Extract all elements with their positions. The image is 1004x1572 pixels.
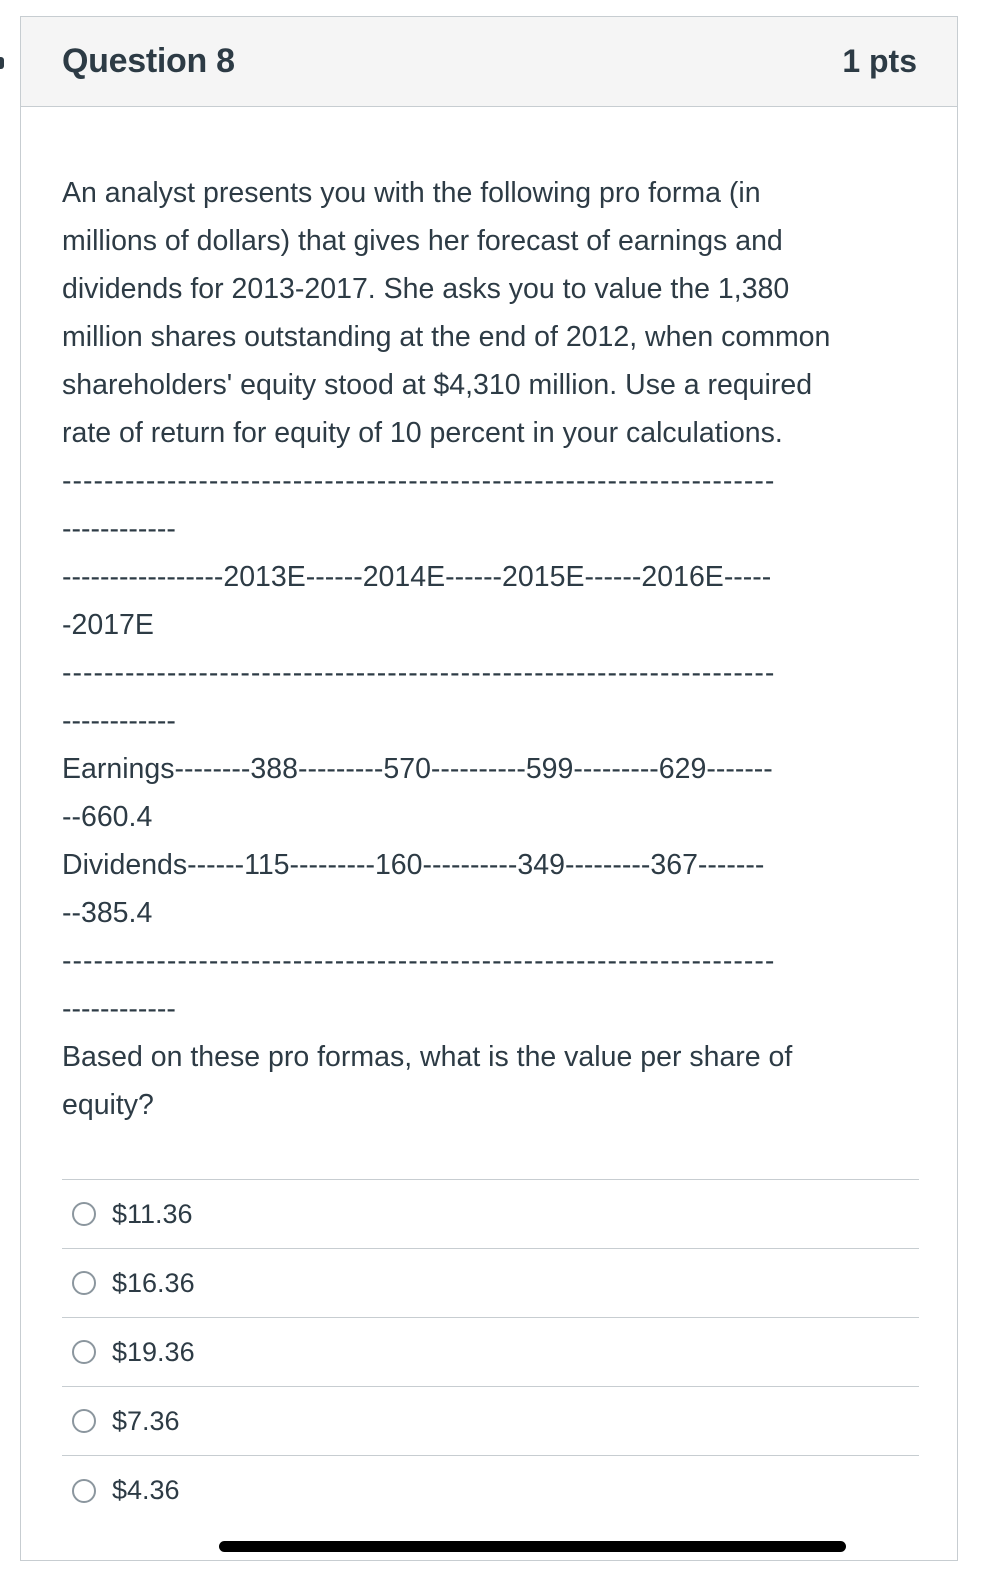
earnings-row: Earnings--------388---------570----------599---------629-------: [62, 753, 773, 785]
radio-button[interactable]: [72, 1409, 96, 1433]
answer-option[interactable]: [62, 1456, 919, 1525]
answer-label[interactable]: $7.36: [112, 1405, 180, 1436]
question-title: Question 8: [62, 42, 235, 80]
answer-option[interactable]: [62, 1180, 919, 1249]
earnings-row: --660.4: [62, 801, 153, 833]
dividends-row: Dividends------115---------160----------349---------367-------: [62, 849, 765, 881]
answer-option[interactable]: [62, 1249, 919, 1318]
paragraph-line: rate of return for equity of 10 percent in your calculations.: [62, 417, 783, 449]
paragraph-line: dividends for 2013-2017. She asks you to value the 1,380: [62, 273, 790, 305]
paragraph-line: million shares outstanding at the end of 2012, when common: [62, 321, 831, 353]
table-header-row: -----------------2013E------2014E------2015E------2016E-----: [62, 561, 772, 593]
question-points: 1 pts: [842, 43, 917, 79]
answer-list: [62, 1179, 919, 1525]
radio-button[interactable]: [72, 1202, 96, 1226]
prompt-line: Based on these pro formas, what is the value per share of: [62, 1041, 793, 1073]
dividends-row: --385.4: [62, 897, 153, 929]
answer-option[interactable]: [62, 1318, 919, 1387]
paragraph-line: millions of dollars) that gives her forecast of earnings and: [62, 225, 783, 257]
question-card: [20, 16, 958, 1561]
paragraph-line: shareholders' equity stood at $4,310 million. Use a required: [62, 369, 813, 401]
paragraph-line: An analyst presents you with the following pro forma (in: [62, 177, 761, 209]
answer-label[interactable]: $4.36: [112, 1475, 180, 1505]
table-divider: --------------------------------------------------------------------: [62, 465, 776, 497]
radio-button[interactable]: [72, 1340, 96, 1364]
question-marker: [0, 57, 4, 69]
question-body: [21, 107, 957, 1525]
question-prompt: [62, 1033, 917, 1129]
home-indicator[interactable]: [219, 1541, 846, 1552]
question-header: [21, 17, 957, 107]
table-header-row: -2017E: [62, 609, 154, 641]
radio-button[interactable]: [72, 1271, 96, 1295]
table-divider: ------------: [62, 513, 176, 545]
answer-label[interactable]: $11.36: [112, 1198, 193, 1229]
question-paragraph: [62, 169, 917, 457]
radio-button[interactable]: [72, 1479, 96, 1503]
answer-label[interactable]: $16.36: [112, 1267, 195, 1298]
table-divider: ------------: [62, 705, 176, 737]
prompt-line: equity?: [62, 1089, 154, 1121]
table-divider: --------------------------------------------------------------------: [62, 945, 776, 977]
pro-forma-table: [62, 457, 917, 1033]
table-divider: --------------------------------------------------------------------: [62, 657, 776, 689]
answer-option[interactable]: [62, 1387, 919, 1456]
answer-label[interactable]: $19.36: [112, 1336, 195, 1367]
table-divider: ------------: [62, 993, 176, 1025]
